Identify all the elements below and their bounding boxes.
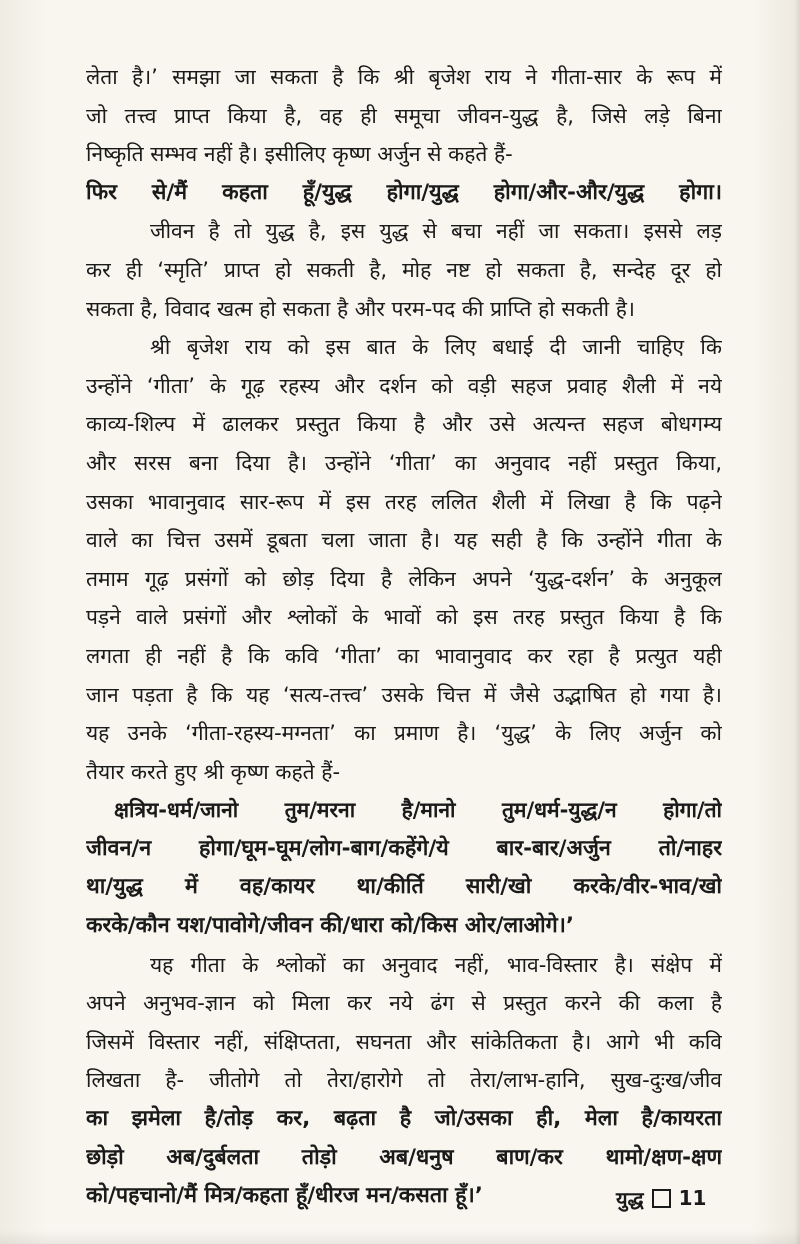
verse-line: का झमेला है/तोड़ कर, बढ़ता है जो/उसका ही, मेला है/कायरता bbox=[86, 1106, 722, 1132]
text-line: श्री बृजेश राय को इस बात के लिए बधाई दी जानी चाहिए कि bbox=[150, 335, 722, 360]
text-line: अपने अनुभव-ज्ञान को मिला कर नये ढंग से प्रस्तुत करने की कला है bbox=[86, 991, 722, 1016]
verse-line: छोड़ो अब/दुर्बलता तोड़ो अब/धनुष बाण/कर थामो/क्षण-क्षण bbox=[86, 1144, 722, 1170]
page-edge-shadow bbox=[794, 0, 800, 1244]
text-line: लिखता है- जीतोगे तो तेरा/हारोगे तो तेरा/लाभ-हानि, सुख-दुःख/जीव bbox=[86, 1068, 722, 1093]
text-line: कर ही ‘स्मृति’ प्राप्त हो सकती है, मोह नष्ट हो सकता है, सन्देह दूर हो bbox=[86, 257, 722, 282]
verse-line: फिर से/मैं कहता हूँ/युद्ध होगा/युद्ध होगा/और-और/युद्ध होगा। bbox=[86, 179, 722, 205]
text-line: सकता है, विवाद खत्म हो सकता है और परम-पद की प्राप्ति हो सकती है। bbox=[86, 296, 635, 321]
verse-line: क्षत्रिय-धर्म/जानो तुम/मरना है/मानो तुम/धर्म-युद्ध/न होगा/तो bbox=[114, 798, 722, 823]
verse-line: जीवन/न होगा/घूम-घूम/लोग-बाग/कहेंगे/ये बार-बार/अर्जुन तो/नाहर bbox=[86, 835, 722, 861]
text-line: यह गीता के श्लोकों का अनुवाद नहीं, भाव-विस्तार है। संक्षेप में bbox=[150, 952, 722, 977]
verse-line: को/पहचानो/मैं मित्र/कहता हूँ/धीरज मन/कसता हूँ।’ bbox=[86, 1183, 483, 1209]
page-bottom-shadow bbox=[0, 1230, 800, 1244]
page-number: 11 bbox=[678, 1186, 707, 1210]
text-line: लगता ही नहीं है कि कवि ‘गीता’ का भावानुवाद कर रहा है प्रत्युत यही bbox=[86, 643, 722, 668]
text-line: निष्कृति सम्भव नहीं है। इसीलिए कृष्ण अर्जुन से कहते हैं- bbox=[86, 142, 513, 167]
page-footer bbox=[616, 1183, 726, 1213]
text-line: जीवन है तो युद्ध है, इस युद्ध से बचा नहीं जा सकता। इससे लड़ bbox=[150, 219, 722, 244]
running-title: युद्ध bbox=[616, 1186, 644, 1211]
text-line: तैयार करते हुए श्री कृष्ण कहते हैं- bbox=[86, 759, 341, 784]
text-line: जिसमें विस्तार नहीं, संक्षिप्तता, सघनता और सांकेतिकता है। आगे भी कवि bbox=[86, 1029, 722, 1054]
text-line: लेता है।’ समझा जा सकता है कि श्री बृजेश राय ने गीता-सार के रूप में bbox=[86, 65, 722, 89]
text-line: जो तत्त्व प्राप्त किया है, वह ही समूचा जीवन-युद्ध है, जिसे लड़े बिना bbox=[86, 103, 722, 128]
page-body bbox=[86, 58, 722, 1216]
verse-line: करके/कौन यश/पावोगे/जीवन की/धारा को/किस ओर/लाओगे।’ bbox=[86, 913, 575, 939]
text-line: वाले का चित्त उसमें डूबता चला जाता है। यह सही है कि उन्होंने गीता के bbox=[86, 528, 722, 553]
text-line: तमाम गूढ़ प्रसंगों को छोड़ दिया है लेकिन अपने ‘युद्ध-दर्शन’ के अनुकूल bbox=[86, 566, 722, 591]
text-line: यह उनके ‘गीता-रहस्य-मग्नता’ का प्रमाण है। ‘युद्ध’ के लिए अर्जुन को bbox=[86, 721, 722, 746]
text-line: उसका भावानुवाद सार-रूप में इस तरह ललित शैली में लिखा है कि पढ़ने bbox=[86, 489, 722, 514]
text-line: पड़ने वाले प्रसंगों और श्लोकों के भावों को इस तरह प्रस्तुत किया है कि bbox=[86, 605, 722, 630]
text-line: काव्य-शिल्प में ढालकर प्रस्तुत किया है और उसे अत्यन्त सहज बोधगम्य bbox=[86, 412, 722, 437]
text-line: और सरस बना दिया है। उन्होंने ‘गीता’ का अनुवाद नहीं प्रस्तुत किया, bbox=[86, 450, 722, 475]
verse-line: था/युद्ध में वह/कायर था/कीर्ति सारी/खो करके/वीर-भाव/खो bbox=[86, 874, 722, 900]
text-line: जान पड़ता है कि यह ‘सत्य-तत्त्व’ उसके चित्त में जैसे उद्भाषित हो गया है। bbox=[86, 682, 722, 707]
text-line: उन्होंने ‘गीता’ के गूढ़ रहस्य और दर्शन को वड़ी सहज प्रवाह शैली में नये bbox=[86, 373, 722, 398]
square-ornament-icon bbox=[652, 1189, 671, 1208]
